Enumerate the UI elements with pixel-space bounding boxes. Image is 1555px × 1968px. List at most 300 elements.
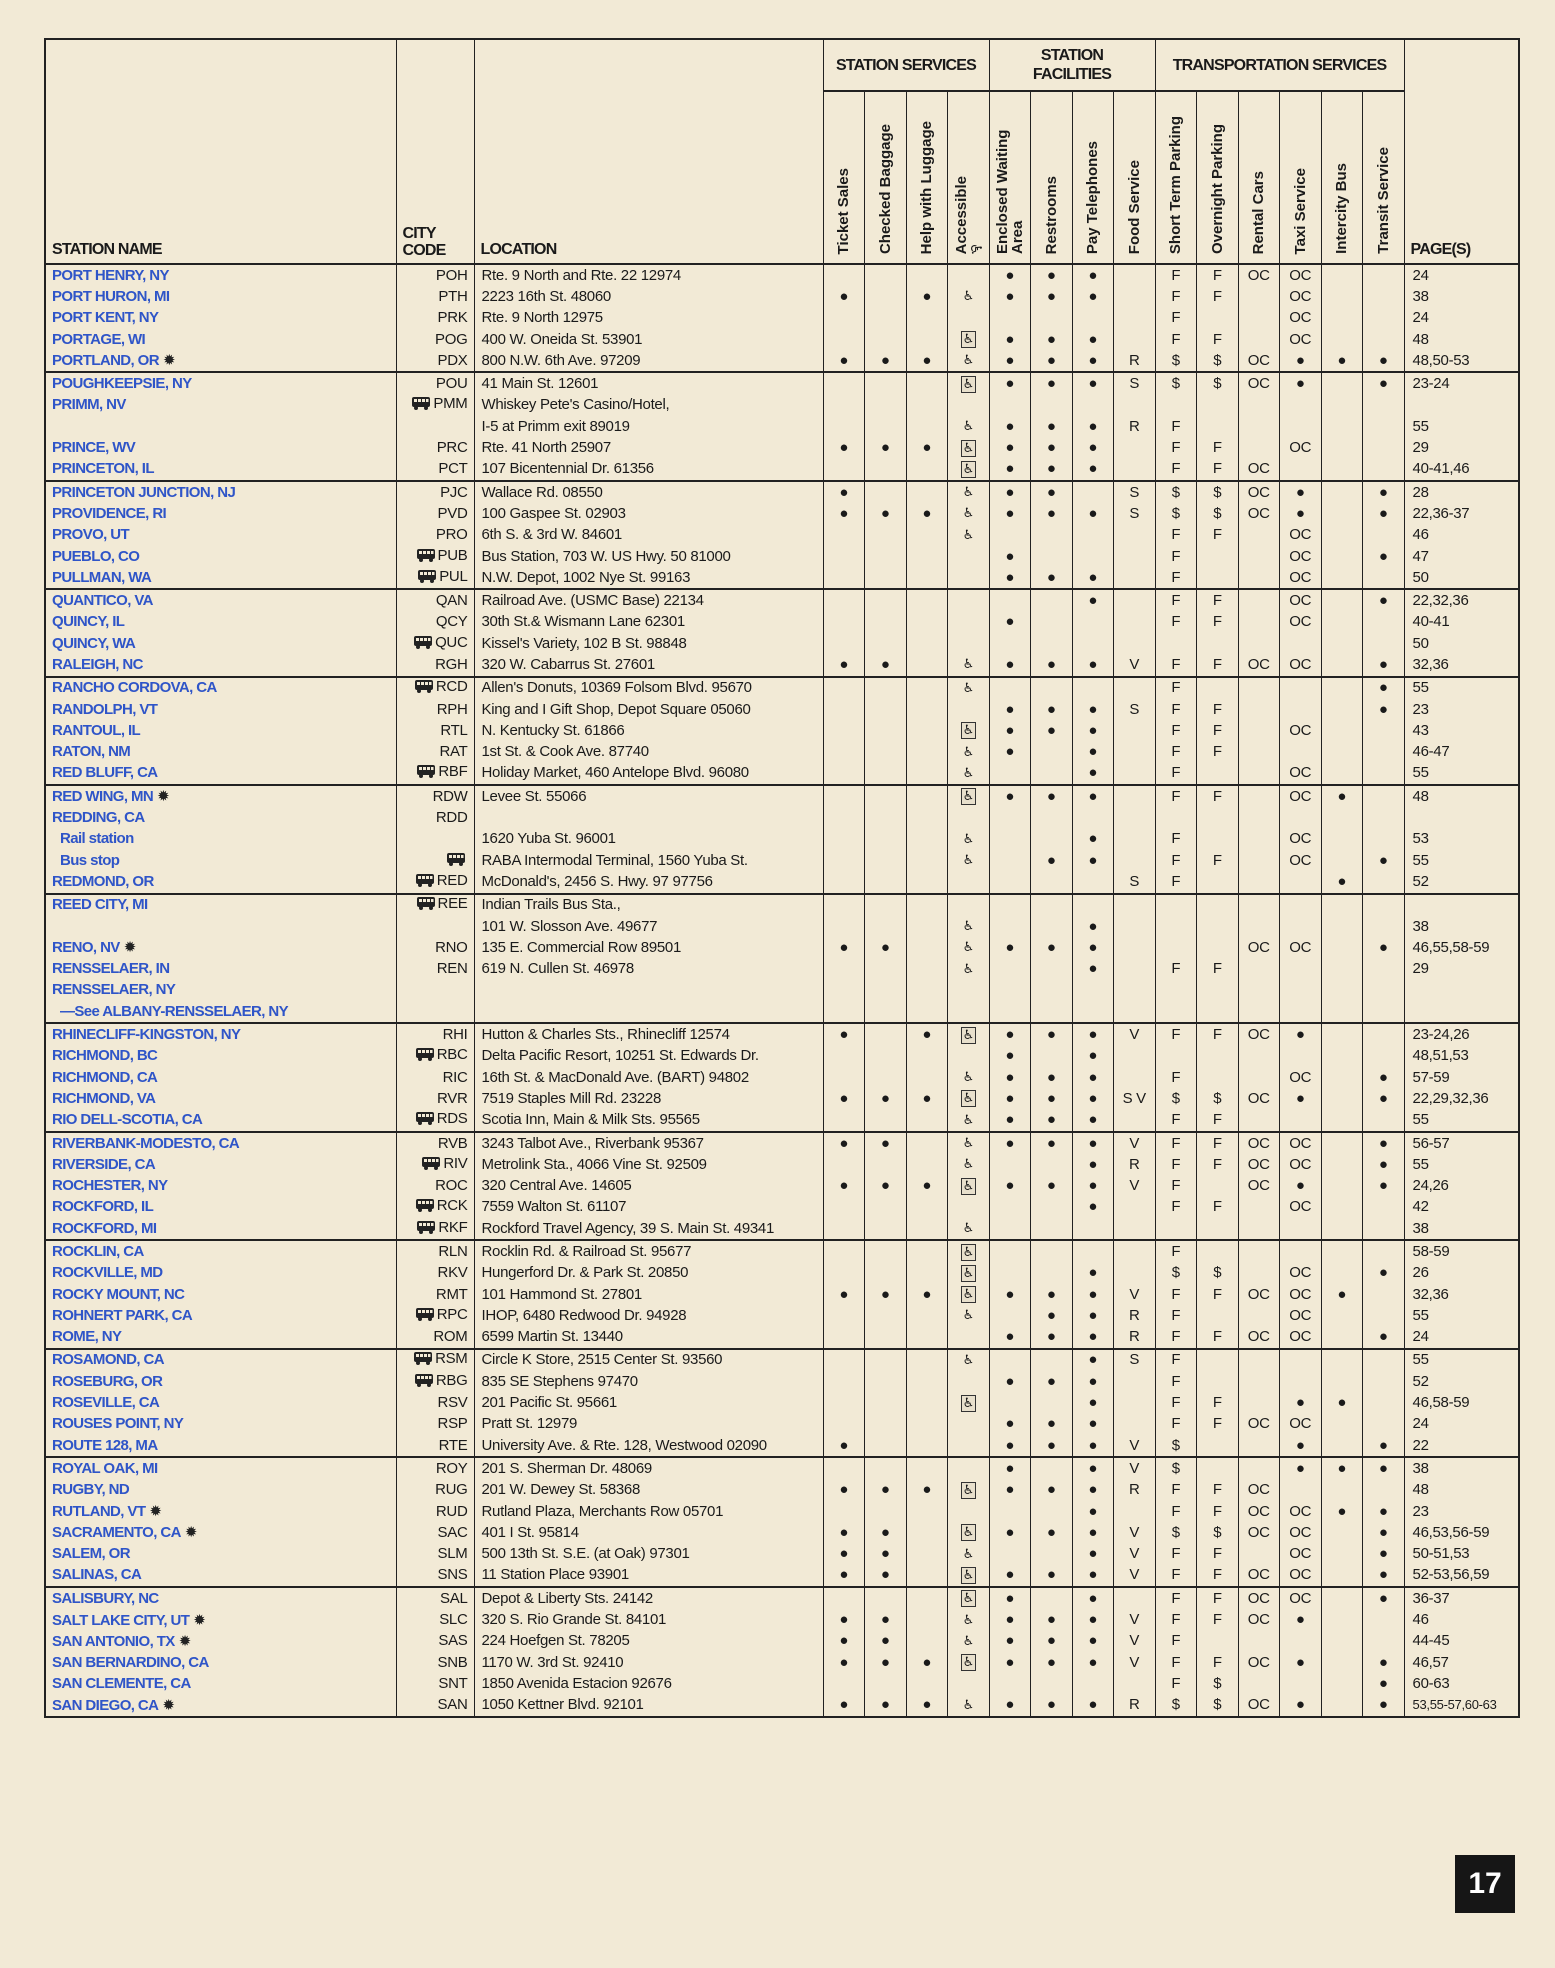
station-name-text: RANCHO CORDOVA, CA (52, 679, 217, 697)
service-cell-taxi-service: OC (1280, 1414, 1322, 1435)
station-name-text: SAN BERNARDINO, CA (52, 1653, 209, 1671)
service-cell-short-term-parking: F (1155, 1240, 1197, 1262)
service-cell-pay-telephones (1072, 1457, 1114, 1479)
service-cell-checked-baggage (865, 1501, 907, 1522)
service-cell-checked-baggage (865, 329, 907, 350)
service-cell-intercity-bus (1321, 1175, 1363, 1196)
available-dot-icon: ● (1046, 483, 1056, 501)
service-cell-food-service (1114, 1392, 1156, 1413)
city-code (396, 1652, 474, 1673)
service-cell-restrooms (1031, 1522, 1073, 1543)
location: 320 S. Rio Grande St. 84101 (474, 1609, 823, 1630)
station-name-text: REDMOND, OR (52, 872, 154, 890)
service-cell-pay-telephones (1072, 1587, 1114, 1609)
table-row (45, 763, 1519, 785)
service-cell-taxi-service: OC (1280, 1587, 1322, 1609)
service-cell-enclosed-waiting-area (989, 286, 1031, 307)
service-cell-intercity-bus (1321, 589, 1363, 611)
city-code-text: SAS (438, 1632, 468, 1650)
pages: 46,55,58-59 (1404, 937, 1519, 958)
available-dot-icon: ● (880, 1177, 890, 1195)
pages: 42 (1404, 1197, 1519, 1218)
location: 201 W. Dewey St. 58368 (474, 1480, 823, 1501)
service-cell-ticket-sales (823, 1154, 865, 1175)
pages: 22 (1404, 1435, 1519, 1457)
available-dot-icon: ● (1005, 417, 1015, 435)
pages (1404, 1001, 1519, 1023)
available-dot-icon: ● (880, 655, 890, 673)
service-cell-checked-baggage (865, 1001, 907, 1023)
service-cell-taxi-service: OC (1280, 1132, 1322, 1154)
service-cell-rental-cars (1238, 525, 1280, 546)
service-cell-transit-service (1363, 264, 1405, 286)
location: 320 W. Cabarrus St. 27601 (474, 654, 823, 676)
service-cell-enclosed-waiting-area (989, 1305, 1031, 1326)
service-cell-help-with-luggage (906, 633, 948, 654)
location: University Ave. & Rte. 128, Westwood 02090 (474, 1435, 823, 1457)
service-cell-enclosed-waiting-area (989, 589, 1031, 611)
service-cell-help-with-luggage (906, 1263, 948, 1284)
city-code (396, 1414, 474, 1435)
service-cell-ticket-sales (823, 612, 865, 633)
service-cell-intercity-bus (1321, 264, 1363, 286)
service-cell-taxi-service: OC (1280, 937, 1322, 958)
service-cell-accessible (948, 829, 990, 850)
available-dot-icon: ● (1088, 743, 1098, 761)
available-dot-icon: ● (1046, 460, 1056, 478)
available-dot-icon: ● (1337, 1459, 1347, 1477)
service-cell-ticket-sales (823, 720, 865, 741)
header-station-name: STATION NAME (45, 39, 396, 264)
service-cell-short-term-parking: F (1155, 1609, 1197, 1630)
available-dot-icon: ● (1005, 568, 1015, 586)
service-cell-food-service (1114, 525, 1156, 546)
city-code (396, 980, 474, 1001)
city-code-text: PUB (437, 546, 468, 564)
city-code (396, 937, 474, 958)
pages: 52 (1404, 871, 1519, 893)
service-cell-ticket-sales (823, 1305, 865, 1326)
available-dot-icon: ● (1378, 1523, 1388, 1541)
service-cell-overnight-parking (1197, 1067, 1239, 1088)
service-cell-restrooms (1031, 329, 1073, 350)
pages: 29 (1404, 959, 1519, 980)
partially-accessible-icon: ♿ (962, 289, 974, 305)
service-cell-restrooms (1031, 1457, 1073, 1479)
service-cell-help-with-luggage (906, 1392, 948, 1413)
service-cell-help-with-luggage (906, 1480, 948, 1501)
service-cell-food-service: V (1114, 1631, 1156, 1652)
table-row (45, 350, 1519, 372)
staffed-station-star-icon: ✹ (162, 1695, 175, 1714)
service-cell-enclosed-waiting-area (989, 742, 1031, 763)
location: N.W. Depot, 1002 Nye St. 99163 (474, 567, 823, 589)
header-city-code-label: CITY CODE (402, 225, 446, 259)
available-dot-icon: ● (1295, 1459, 1305, 1477)
service-cell-taxi-service: OC (1280, 654, 1322, 676)
service-cell-rental-cars (1238, 785, 1280, 807)
service-cell-restrooms (1031, 871, 1073, 893)
service-cell-short-term-parking: F (1155, 1284, 1197, 1305)
station-group (45, 1240, 1519, 1348)
station-name-text: QUINCY, WA (52, 634, 136, 652)
service-cell-ticket-sales (823, 372, 865, 394)
station-name-text: PRINCE, WV (52, 439, 136, 457)
service-cell-rental-cars (1238, 612, 1280, 633)
service-cell-intercity-bus (1321, 807, 1363, 828)
service-cell-taxi-service (1280, 481, 1322, 503)
service-cell-transit-service (1363, 633, 1405, 654)
service-cell-rental-cars (1238, 1197, 1280, 1218)
service-cell-restrooms (1031, 1652, 1073, 1673)
service-cell-pay-telephones (1072, 264, 1114, 286)
available-dot-icon: ● (1046, 439, 1056, 457)
available-dot-icon: ● (1005, 1481, 1015, 1499)
service-cell-short-term-parking: F (1155, 525, 1197, 546)
available-dot-icon: ● (1088, 1502, 1098, 1520)
service-cell-ticket-sales (823, 350, 865, 372)
service-cell-checked-baggage (865, 1154, 907, 1175)
fully-accessible-icon: ♿ (962, 1525, 974, 1541)
table-row (45, 1673, 1519, 1694)
service-cell-food-service (1114, 763, 1156, 785)
service-cell-taxi-service (1280, 1088, 1322, 1109)
service-cell-checked-baggage (865, 1046, 907, 1067)
available-dot-icon: ● (839, 1285, 849, 1303)
service-cell-enclosed-waiting-area (989, 1284, 1031, 1305)
station-name-text: Bus stop (60, 851, 120, 869)
city-code-text: RMT (435, 1285, 468, 1303)
service-cell-checked-baggage (865, 980, 907, 1001)
pages (1404, 807, 1519, 828)
city-code (396, 1110, 474, 1132)
service-cell-pay-telephones (1072, 1695, 1114, 1717)
service-cell-pay-telephones (1072, 437, 1114, 458)
fully-accessible-icon: ♿ (962, 723, 974, 739)
service-cell-food-service (1114, 567, 1156, 589)
station-name-text: ROCKFORD, MI (52, 1219, 157, 1237)
service-cell-pay-telephones (1072, 546, 1114, 567)
available-dot-icon: ● (1005, 1047, 1015, 1065)
available-dot-icon: ● (1378, 483, 1388, 501)
available-dot-icon: ● (880, 938, 890, 956)
station-name (45, 1414, 396, 1435)
available-dot-icon: ● (1005, 721, 1015, 739)
table-row (45, 1457, 1519, 1479)
service-cell-overnight-parking: $ (1197, 1088, 1239, 1109)
table-row (45, 894, 1519, 916)
available-dot-icon: ● (1046, 1177, 1056, 1195)
available-dot-icon: ● (1046, 1611, 1056, 1629)
pages: 36-37 (1404, 1587, 1519, 1609)
bus-icon (416, 896, 436, 914)
city-code-text: RTL (440, 721, 468, 739)
station-name-text: ROCKY MOUNT, NC (52, 1285, 185, 1303)
station-name (45, 350, 396, 372)
available-dot-icon: ● (1337, 1394, 1347, 1412)
service-cell-accessible (948, 1544, 990, 1565)
available-dot-icon: ● (1046, 287, 1056, 305)
service-cell-intercity-bus (1321, 654, 1363, 676)
available-dot-icon: ● (1005, 743, 1015, 761)
city-code (396, 763, 474, 785)
service-cell-pay-telephones (1072, 567, 1114, 589)
service-cell-overnight-parking (1197, 763, 1239, 785)
service-cell-pay-telephones (1072, 525, 1114, 546)
available-dot-icon: ● (839, 1611, 849, 1629)
station-name (45, 1023, 396, 1045)
available-dot-icon: ● (1088, 1632, 1098, 1650)
service-cell-enclosed-waiting-area (989, 1544, 1031, 1565)
service-cell-food-service (1114, 1501, 1156, 1522)
service-cell-accessible (948, 286, 990, 307)
city-code (396, 871, 474, 893)
service-cell-pay-telephones (1072, 1197, 1114, 1218)
city-code (396, 1088, 474, 1109)
partially-accessible-icon: ♿ (962, 1112, 974, 1128)
available-dot-icon: ● (1378, 1566, 1388, 1584)
station-name (45, 1587, 396, 1609)
service-cell-overnight-parking: F (1197, 1327, 1239, 1349)
partially-accessible-icon: ♿ (962, 831, 974, 847)
service-cell-rental-cars: OC (1238, 937, 1280, 958)
service-cell-checked-baggage (865, 699, 907, 720)
service-cell-taxi-service: OC (1280, 329, 1322, 350)
city-code-text: RSM (435, 1350, 468, 1368)
table-row (45, 742, 1519, 763)
service-cell-ticket-sales (823, 1457, 865, 1479)
location: 835 SE Stephens 97470 (474, 1371, 823, 1392)
service-cell-taxi-service (1280, 1609, 1322, 1630)
available-dot-icon: ● (1088, 1285, 1098, 1303)
pages: 50-51,53 (1404, 1544, 1519, 1565)
service-cell-rental-cars: OC (1238, 264, 1280, 286)
location: 16th St. & MacDonald Ave. (BART) 94802 (474, 1067, 823, 1088)
station-name-text: RUTLAND, VT (52, 1503, 146, 1521)
available-dot-icon: ● (839, 483, 849, 501)
service-cell-overnight-parking (1197, 1457, 1239, 1479)
service-cell-short-term-parking: F (1155, 1132, 1197, 1154)
available-dot-icon: ● (1005, 1415, 1015, 1433)
service-cell-rental-cars (1238, 850, 1280, 871)
service-cell-rental-cars (1238, 1631, 1280, 1652)
fully-accessible-icon: ♿ (962, 1178, 974, 1194)
service-cell-ticket-sales (823, 1349, 865, 1371)
service-cell-pay-telephones (1072, 612, 1114, 633)
available-dot-icon: ● (1046, 1026, 1056, 1044)
fully-accessible-icon: ♿ (962, 789, 974, 805)
service-cell-overnight-parking (1197, 395, 1239, 416)
service-cell-checked-baggage (865, 742, 907, 763)
station-name-text: PORT HURON, MI (52, 287, 170, 305)
service-cell-accessible (948, 1110, 990, 1132)
service-cell-pay-telephones (1072, 503, 1114, 524)
service-cell-enclosed-waiting-area (989, 416, 1031, 437)
station-name-text: ROCKFORD, IL (52, 1198, 154, 1216)
service-cell-restrooms (1031, 1046, 1073, 1067)
service-cell-enclosed-waiting-area (989, 1501, 1031, 1522)
pages: 48 (1404, 329, 1519, 350)
city-code (396, 1349, 474, 1371)
table-row (45, 264, 1519, 286)
service-cell-short-term-parking: $ (1155, 503, 1197, 524)
pages: 55 (1404, 1154, 1519, 1175)
service-cell-ticket-sales (823, 308, 865, 329)
service-cell-short-term-parking: F (1155, 829, 1197, 850)
service-cell-short-term-parking: F (1155, 546, 1197, 567)
station-name-text: SALEM, OR (52, 1545, 130, 1563)
service-cell-pay-telephones (1072, 589, 1114, 611)
station-name (45, 871, 396, 893)
table-row (45, 1480, 1519, 1501)
pages: 47 (1404, 546, 1519, 567)
service-cell-ticket-sales (823, 807, 865, 828)
service-cell-short-term-parking: F (1155, 264, 1197, 286)
service-cell-accessible (948, 677, 990, 699)
city-code-text: PUL (439, 567, 468, 585)
service-cell-checked-baggage (865, 459, 907, 481)
station-group (45, 1587, 1519, 1717)
location: 1850 Avenida Estacion 92676 (474, 1673, 823, 1694)
service-cell-checked-baggage (865, 720, 907, 741)
service-cell-checked-baggage (865, 567, 907, 589)
service-cell-transit-service (1363, 807, 1405, 828)
service-cell-enclosed-waiting-area (989, 763, 1031, 785)
service-cell-taxi-service: OC (1280, 546, 1322, 567)
service-cell-restrooms (1031, 1349, 1073, 1371)
city-code-text: RIC (442, 1068, 468, 1086)
service-cell-short-term-parking: F (1155, 763, 1197, 785)
city-code-text: RUG (435, 1481, 468, 1499)
service-cell-food-service (1114, 807, 1156, 828)
service-cell-ticket-sales (823, 916, 865, 937)
service-cell-pay-telephones (1072, 1673, 1114, 1694)
available-dot-icon: ● (1005, 1611, 1015, 1629)
service-cell-rental-cars: OC (1238, 1695, 1280, 1717)
service-cell-taxi-service: OC (1280, 1522, 1322, 1543)
service-cell-transit-service (1363, 1695, 1405, 1717)
available-dot-icon: ● (1378, 1089, 1388, 1107)
service-cell-checked-baggage (865, 372, 907, 394)
available-dot-icon: ● (922, 287, 932, 305)
service-cell-rental-cars (1238, 829, 1280, 850)
staffed-station-star-icon: ✹ (162, 351, 175, 370)
available-dot-icon: ● (839, 1177, 849, 1195)
station-name-text: RED BLUFF, CA (52, 764, 158, 782)
service-cell-checked-baggage (865, 1480, 907, 1501)
service-cell-rental-cars (1238, 308, 1280, 329)
service-cell-restrooms (1031, 1218, 1073, 1240)
service-cell-taxi-service (1280, 1023, 1322, 1045)
service-cell-help-with-luggage (906, 503, 948, 524)
table-row (45, 1501, 1519, 1522)
location: 1050 Kettner Blvd. 92101 (474, 1695, 823, 1717)
service-cell-intercity-bus (1321, 1023, 1363, 1045)
pages: 24 (1404, 1414, 1519, 1435)
service-cell-restrooms (1031, 1392, 1073, 1413)
service-cell-pay-telephones (1072, 481, 1114, 503)
service-cell-transit-service (1363, 612, 1405, 633)
service-cell-overnight-parking: F (1197, 1609, 1239, 1630)
available-dot-icon: ● (1088, 917, 1098, 935)
service-cell-ticket-sales (823, 1218, 865, 1240)
service-cell-pay-telephones (1072, 372, 1114, 394)
service-cell-intercity-bus (1321, 1435, 1363, 1457)
available-dot-icon: ● (1088, 568, 1098, 586)
location: 100 Gaspee St. 02903 (474, 503, 823, 524)
service-cell-pay-telephones (1072, 850, 1114, 871)
service-cell-enclosed-waiting-area (989, 481, 1031, 503)
service-cell-ticket-sales (823, 742, 865, 763)
service-cell-food-service (1114, 612, 1156, 633)
service-cell-transit-service (1363, 1240, 1405, 1262)
service-cell-short-term-parking: F (1155, 308, 1197, 329)
service-cell-restrooms (1031, 1088, 1073, 1109)
service-cell-transit-service (1363, 959, 1405, 980)
service-cell-ticket-sales (823, 1501, 865, 1522)
service-cell-checked-baggage (865, 829, 907, 850)
service-cell-rental-cars: OC (1238, 1609, 1280, 1630)
service-cell-enclosed-waiting-area (989, 1587, 1031, 1609)
service-cell-taxi-service: OC (1280, 264, 1322, 286)
available-dot-icon: ● (1046, 1566, 1056, 1584)
station-name-text: ROUSES POINT, NY (52, 1415, 184, 1433)
service-cell-help-with-luggage (906, 1240, 948, 1262)
available-dot-icon: ● (1088, 1198, 1098, 1216)
station-name (45, 1240, 396, 1262)
fully-accessible-icon: ♿ (962, 461, 974, 477)
service-cell-rental-cars (1238, 416, 1280, 437)
service-cell-overnight-parking: $ (1197, 1263, 1239, 1284)
available-dot-icon: ● (1005, 1026, 1015, 1044)
service-cell-taxi-service: OC (1280, 850, 1322, 871)
service-cell-food-service: V (1114, 1132, 1156, 1154)
station-name (45, 654, 396, 676)
service-cell-taxi-service (1280, 1435, 1322, 1457)
partially-accessible-icon: ♿ (962, 1070, 974, 1086)
service-cell-enclosed-waiting-area (989, 308, 1031, 329)
available-dot-icon: ● (839, 1632, 849, 1650)
partially-accessible-icon: ♿ (962, 353, 974, 369)
city-code (396, 894, 474, 916)
table-row (45, 1435, 1519, 1457)
available-dot-icon: ● (1378, 547, 1388, 565)
service-cell-taxi-service (1280, 894, 1322, 916)
service-cell-enclosed-waiting-area (989, 937, 1031, 958)
location: Allen's Donuts, 10369 Folsom Blvd. 95670 (474, 677, 823, 699)
service-cell-enclosed-waiting-area (989, 1457, 1031, 1479)
available-dot-icon: ● (1005, 655, 1015, 673)
available-dot-icon: ● (922, 1481, 932, 1499)
service-cell-help-with-luggage (906, 308, 948, 329)
city-code (396, 1457, 474, 1479)
service-cell-rental-cars: OC (1238, 1154, 1280, 1175)
service-cell-restrooms (1031, 829, 1073, 850)
service-cell-food-service: S V (1114, 1088, 1156, 1109)
service-cell-rental-cars: OC (1238, 481, 1280, 503)
service-cell-food-service (1114, 785, 1156, 807)
available-dot-icon: ● (880, 1545, 890, 1563)
service-cell-overnight-parking: F (1197, 286, 1239, 307)
pages: 60-63 (1404, 1673, 1519, 1694)
service-cell-rental-cars (1238, 1218, 1280, 1240)
partially-accessible-icon: ♿ (962, 1157, 974, 1173)
bus-icon (414, 679, 434, 697)
station-name (45, 1565, 396, 1587)
station-name (45, 763, 396, 785)
service-cell-help-with-luggage (906, 1565, 948, 1587)
service-cell-intercity-bus (1321, 871, 1363, 893)
